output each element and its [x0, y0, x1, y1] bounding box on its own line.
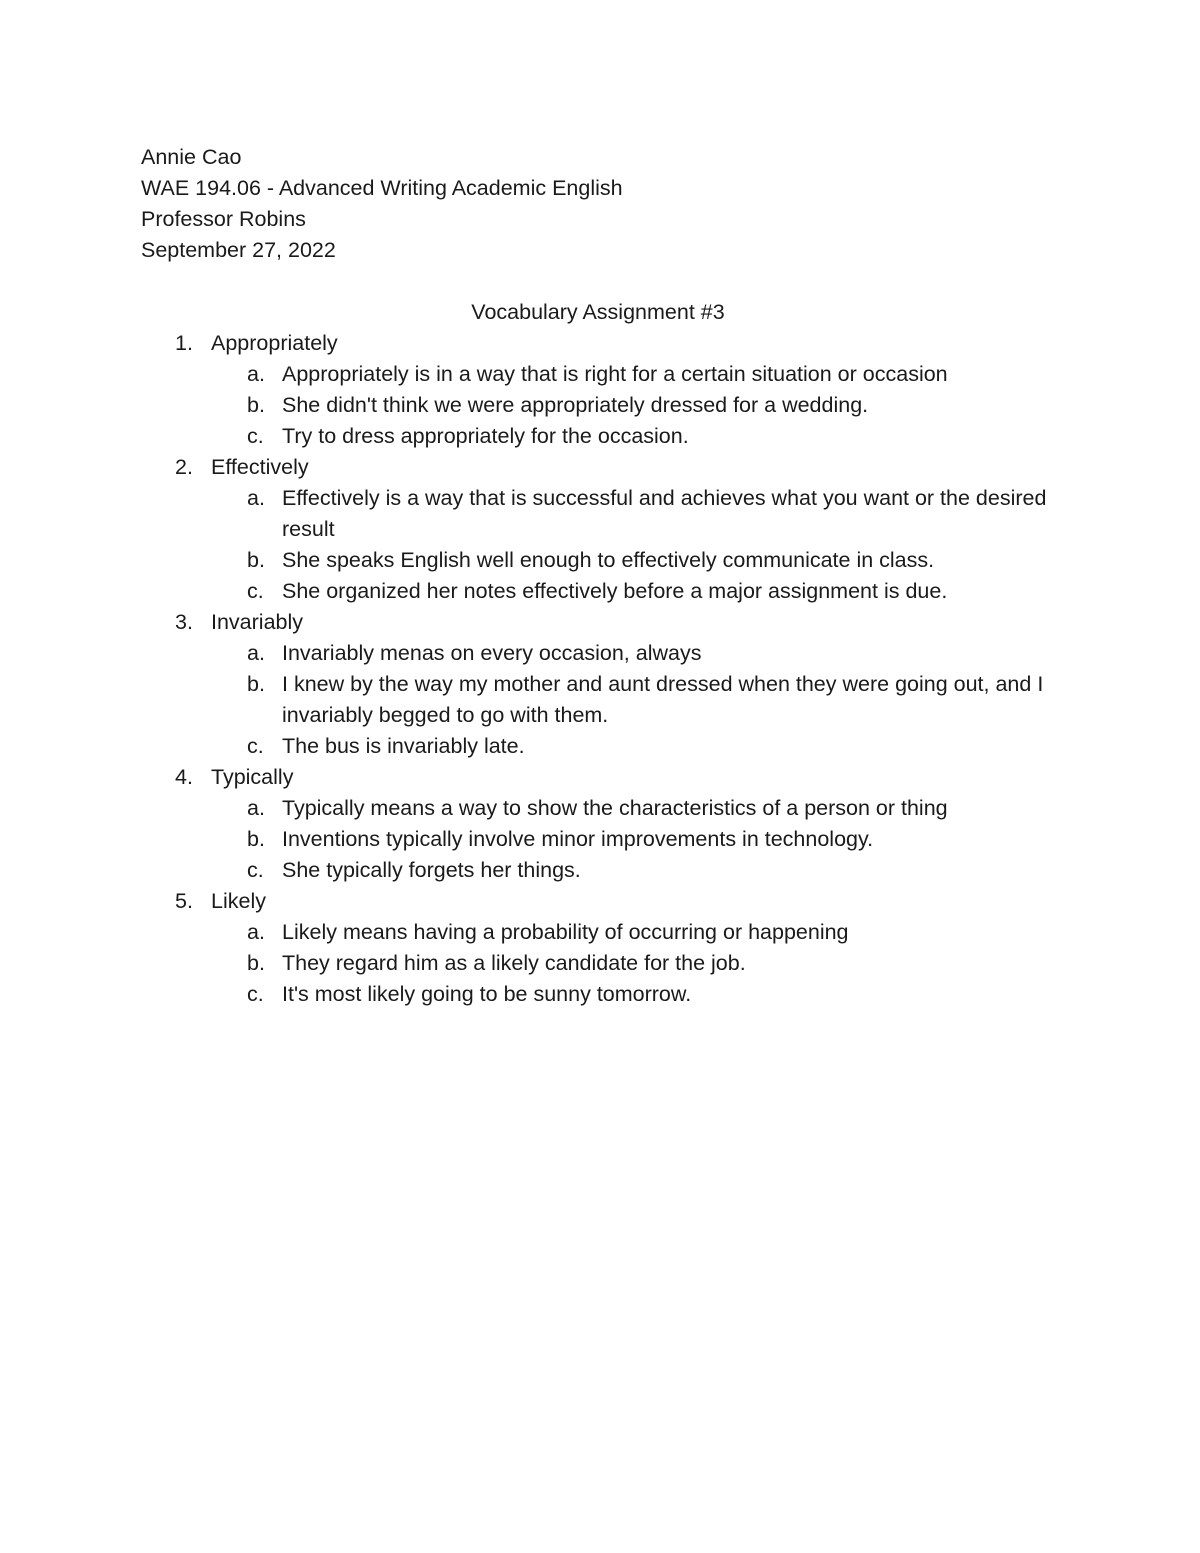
subitem-text: She typically forgets her things.	[282, 858, 581, 882]
subitem-text: They regard him as a likely candidate for the job.	[282, 951, 746, 975]
entry-subitem	[0, 576, 1200, 607]
subitem-text: The bus is invariably late.	[282, 734, 525, 758]
entry-word: Appropriately	[211, 331, 338, 355]
student-name: Annie Cao	[141, 145, 242, 169]
entry-subitem	[0, 421, 1200, 452]
subitem-text: Inventions typically involve minor improvements in technology.	[282, 827, 874, 851]
subitem-text: Try to dress appropriately for the occasion.	[282, 424, 689, 448]
subitem-text: She speaks English well enough to effectively communicate in class.	[282, 548, 935, 572]
entry-word: Effectively	[211, 455, 309, 479]
vocab-entry	[0, 886, 1200, 1010]
vocab-entry	[0, 452, 1200, 607]
document-title-text: Vocabulary Assignment #3	[471, 300, 725, 324]
vocab-entry	[0, 328, 1200, 452]
vocab-entry	[0, 607, 1200, 762]
subitem-text: She didn't think we were appropriately dressed for a wedding.	[282, 393, 869, 417]
subitem-letter: b.	[247, 393, 265, 417]
subitem-letter: c.	[247, 858, 264, 882]
subitem-letter: a.	[247, 641, 265, 665]
entry-subitem	[0, 390, 1200, 421]
entry-word: Typically	[211, 765, 294, 789]
subitem-text: Effectively is a way that is successful and achieves what you want or the desired result	[282, 486, 1047, 541]
subitem-letter: a.	[247, 362, 265, 386]
subitem-letter: a.	[247, 796, 265, 820]
entry-subitem	[0, 948, 1200, 979]
subitem-text: Invariably menas on every occasion, always	[282, 641, 702, 665]
entry-number: 5.	[175, 889, 193, 913]
entry-subitem	[0, 669, 1200, 731]
subitem-letter: a.	[247, 920, 265, 944]
entry-subitem	[0, 824, 1200, 855]
subitem-letter: b.	[247, 951, 265, 975]
vocabulary-list	[0, 328, 1200, 1010]
entry-word: Invariably	[211, 610, 304, 634]
subitem-text: Likely means having a probability of occurring or happening	[282, 920, 849, 944]
subitem-letter: a.	[247, 486, 265, 510]
subitem-letter: b.	[247, 548, 265, 572]
entry-number: 3.	[175, 610, 193, 634]
document-title	[0, 297, 1200, 328]
subitem-letter: b.	[247, 827, 265, 851]
entry-subitem	[0, 979, 1200, 1010]
entry-number: 2.	[175, 455, 193, 479]
subitem-text: It's most likely going to be sunny tomorrow.	[282, 982, 692, 1006]
entry-subitem	[0, 545, 1200, 576]
entry-number: 4.	[175, 765, 193, 789]
entry-subitem	[0, 359, 1200, 390]
entry-subitem	[0, 638, 1200, 669]
professor-name: Professor Robins	[141, 207, 306, 231]
entry-subitem	[0, 855, 1200, 886]
entry-subitem	[0, 483, 1200, 545]
document-date: September 27, 2022	[141, 238, 336, 262]
course-name: WAE 194.06 - Advanced Writing Academic English	[141, 176, 623, 200]
vocab-entry	[0, 762, 1200, 886]
entry-subitem	[0, 917, 1200, 948]
subitem-letter: c.	[247, 982, 264, 1006]
subitem-text: Appropriately is in a way that is right for a certain situation or occasion	[282, 362, 948, 386]
subitem-letter: c.	[247, 579, 264, 603]
subitem-letter: c.	[247, 424, 264, 448]
entry-number: 1.	[175, 331, 193, 355]
entry-subitem	[0, 793, 1200, 824]
entry-word: Likely	[211, 889, 266, 913]
subitem-text: Typically means a way to show the characteristics of a person or thing	[282, 796, 948, 820]
subitem-text: She organized her notes effectively before a major assignment is due.	[282, 579, 948, 603]
document-header	[141, 142, 623, 266]
subitem-text: I knew by the way my mother and aunt dressed when they were going out, and I invariably begged to go with them.	[282, 672, 1044, 727]
subitem-letter: b.	[247, 672, 265, 696]
subitem-letter: c.	[247, 734, 264, 758]
entry-subitem	[0, 731, 1200, 762]
